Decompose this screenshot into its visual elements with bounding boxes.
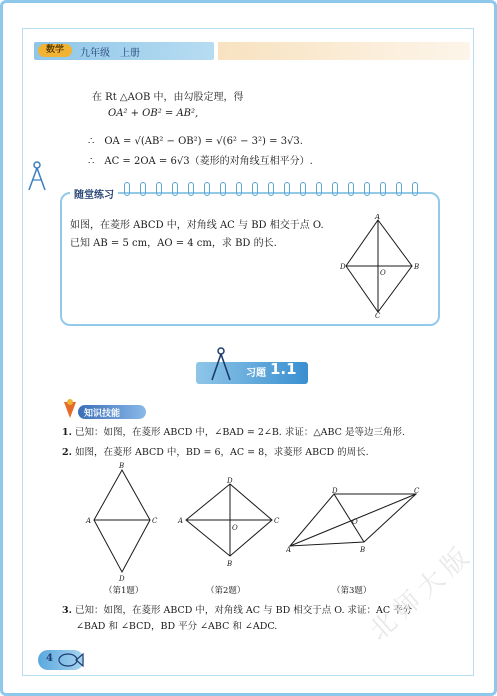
watermark: 北师大版: [364, 538, 480, 647]
practice-rhombus-figure: [340, 214, 420, 318]
proof-line-1: 在 Rt △AOB 中，由勾股定理，得: [92, 92, 244, 103]
proof-line-4: ∴ AC = 2OA = 6√3（菱形的对角线互相平分）.: [88, 156, 313, 167]
proof-line-3: ∴ OA = √(AB² − OB²) = √(6² − 3²) = 3√3.: [88, 136, 303, 147]
problem-2: 2. 如图，在菱形 ABCD 中，BD = 6，AC = 8，求菱形 ABCD 的周长.: [62, 447, 369, 458]
header-decoration: [218, 42, 470, 60]
svg-text:B: B: [360, 546, 366, 554]
problem-3: 3. 已知：如图，在菱形 ABCD 中，对角线 AC 与 BD 相交于点 O. 求证：AC 平分: [62, 605, 413, 616]
svg-text:A: A: [286, 546, 292, 554]
label-D: D: [340, 263, 346, 271]
figure-3: [286, 486, 422, 554]
figure-3-caption: （第3题）: [332, 586, 372, 596]
svg-text:C: C: [414, 487, 420, 495]
compass-icon: [206, 346, 236, 382]
problem-1: 1. 已知：如图，在菱形 ABCD 中，∠BAD = 2∠B. 求证：△ABC 是等边三角形.: [62, 427, 405, 438]
header-title: 九年级 上册: [80, 48, 140, 59]
svg-text:C: C: [274, 517, 280, 525]
figure-1: [84, 460, 164, 584]
figure-1-caption: （第1题）: [104, 586, 144, 596]
svg-text:B: B: [227, 560, 233, 568]
figure-2-caption: （第2题）: [206, 586, 246, 596]
practice-text-1: 如图，在菱形 ABCD 中，对角线 AC 与 BD 相交于点 O.: [70, 220, 324, 231]
subject-badge: 数学: [38, 44, 72, 57]
svg-text:C: C: [152, 517, 158, 525]
svg-text:A: A: [86, 517, 92, 525]
figure-2: [176, 476, 284, 570]
label-A: A: [375, 214, 381, 221]
svg-text:B: B: [119, 462, 125, 470]
label-O: O: [380, 269, 386, 277]
skill-label: 知识技能: [84, 409, 121, 419]
compass-icon: [24, 160, 50, 192]
svg-text:O: O: [232, 524, 238, 532]
practice-text-2: 已知 AB = 5 cm，AO = 4 cm，求 BD 的长.: [70, 238, 277, 249]
svg-text:D: D: [227, 477, 233, 485]
svg-text:D: D: [332, 487, 338, 495]
svg-text:O: O: [352, 518, 358, 526]
svg-text:A: A: [178, 517, 184, 525]
fish-icon: [58, 650, 84, 670]
page-number: 4: [46, 653, 53, 664]
label-C: C: [375, 312, 381, 318]
svg-text:D: D: [119, 575, 125, 583]
skill-icon: [62, 398, 78, 420]
proof-line-2: OA² + OB² = AB²,: [108, 108, 199, 119]
problem-3-cont: ∠BAD 和 ∠BCD，BD 平分 ∠ABC 和 ∠ADC.: [76, 621, 278, 632]
label-B: B: [414, 263, 420, 271]
practice-title: 随堂练习: [70, 186, 118, 201]
exercise-title: 习题: [246, 368, 266, 379]
exercise-number: 1.1: [270, 360, 297, 378]
